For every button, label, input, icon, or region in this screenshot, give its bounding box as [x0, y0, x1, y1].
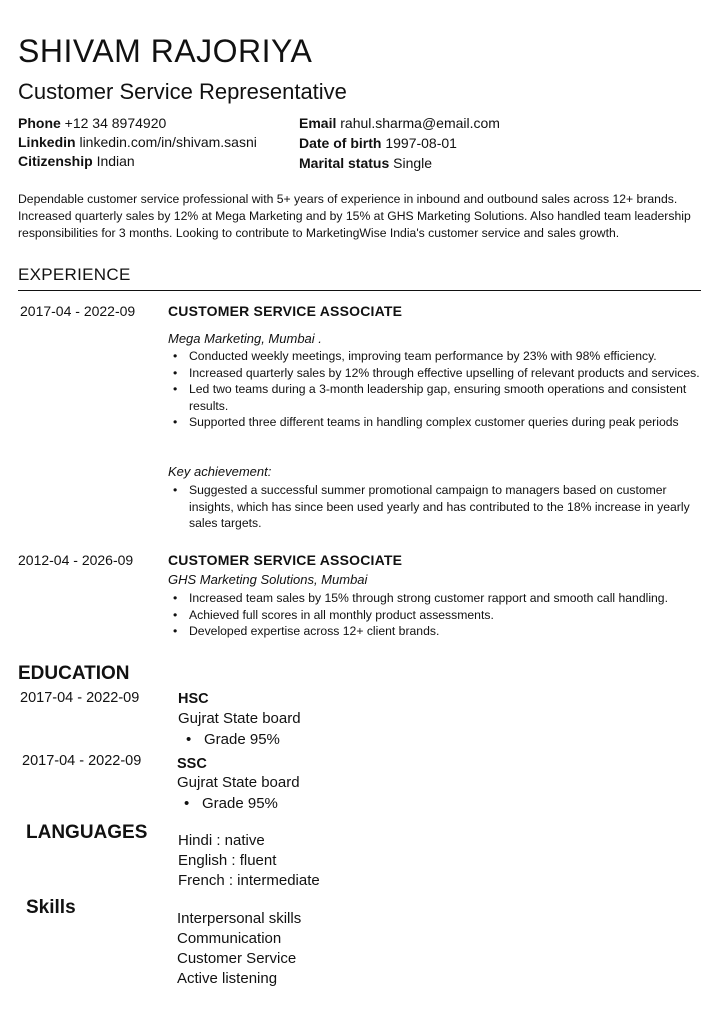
email-value: rahul.sharma@email.com	[340, 115, 500, 131]
education-1-grade: • Grade 95%	[186, 730, 280, 750]
list-item: • Suggested a successful summer promotional campaign to managers based on customer insights, which has since been used yearly and has contributed to the 18% increase in yearly sales targets.	[168, 482, 713, 532]
dob-label: Date of birth	[299, 135, 382, 151]
contact-marital	[299, 154, 432, 173]
job-1-key-achievement-label: Key achievement:	[168, 464, 272, 479]
citizenship-value: Indian	[96, 153, 135, 169]
language-item: French : intermediate	[178, 872, 320, 889]
job-2-dates: 2012-04 - 2026-09	[18, 552, 134, 568]
linkedin-value: linkedin.com/in/shivam.sasni	[79, 134, 257, 150]
experience-divider	[18, 290, 701, 291]
contact-phone	[18, 114, 166, 133]
job-title: Customer Service Representative	[18, 79, 347, 104]
list-item: • Developed expertise across 12+ client brands.	[168, 623, 718, 640]
education-2-grade: • Grade 95%	[184, 794, 278, 814]
email-label: Email	[299, 115, 337, 131]
marital-label: Marital status	[299, 155, 390, 171]
skill-item: Customer Service	[177, 950, 297, 967]
education-heading: EDUCATION	[18, 663, 130, 684]
dob-value: 1997-08-01	[385, 135, 457, 151]
education-1-degree: HSC	[178, 691, 209, 707]
job-2-role: CUSTOMER SERVICE ASSOCIATE	[168, 552, 403, 568]
contact-linkedin	[18, 133, 257, 152]
citizenship-label: Citizenship	[18, 153, 93, 169]
list-item: • Increased team sales by 15% through strong customer rapport and smooth call handling.	[168, 590, 718, 607]
phone-value: +12 34 8974920	[64, 115, 167, 131]
list-item: • Supported three different teams in handling complex customer queries during peak periods	[168, 414, 713, 431]
list-item: • Conducted weekly meetings, improving team performance by 23% with 98% efficiency.	[168, 348, 713, 365]
marital-value: Single	[393, 155, 433, 171]
education-2-degree: SSC	[177, 756, 207, 772]
job-2-company: GHS Marketing Solutions, Mumbai	[168, 572, 368, 587]
experience-heading: EXPERIENCE	[18, 265, 131, 284]
list-item: • Led two teams during a 3-month leadership gap, ensuring smooth operations and consistent results.	[168, 381, 713, 414]
job-1-dates: 2017-04 - 2022-09	[20, 303, 136, 319]
education-1-board: Gujrat State board	[178, 710, 301, 727]
education-2-board: Gujrat State board	[177, 774, 300, 791]
language-item: English : fluent	[178, 852, 277, 869]
languages-heading: LANGUAGES	[26, 822, 148, 843]
skill-item: Active listening	[177, 970, 278, 987]
language-item: Hindi : native	[178, 832, 265, 849]
job-1-bullets	[168, 348, 713, 431]
education-2-dates: 2017-04 - 2022-09	[22, 753, 142, 769]
job-1-key-bullets	[168, 482, 713, 532]
skills-heading: Skills	[26, 897, 76, 918]
skill-item: Interpersonal skills	[177, 910, 302, 927]
list-item: • Increased quarterly sales by 12% through effective upselling of relevant products and services.	[168, 365, 713, 382]
contact-citizenship	[18, 152, 135, 171]
education-1-dates: 2017-04 - 2022-09	[20, 690, 140, 706]
contact-email	[299, 114, 500, 133]
job-2-bullets	[168, 590, 718, 640]
contact-dob	[299, 134, 457, 153]
list-item: • Achieved full scores in all monthly product assessments.	[168, 607, 718, 624]
skill-item: Communication	[177, 930, 282, 947]
linkedin-label: Linkedin	[18, 134, 76, 150]
profile-summary: Dependable customer service professional with 5+ years of experience in inbound and outbound sales across 12+ brands. Increased quarterly sales by 12% at Mega Marketing and by 15% at GHS Marketing Solutions. Also handled team leadership responsibilities for 3 months. Looking to contribute to MarketingWise India's customer service and sales growth.	[18, 192, 691, 240]
job-1-role: CUSTOMER SERVICE ASSOCIATE	[168, 303, 403, 319]
job-1-company: Mega Marketing, Mumbai .	[168, 331, 322, 346]
candidate-name: SHIVAM RAJORIYA	[18, 33, 313, 69]
phone-label: Phone	[18, 115, 61, 131]
